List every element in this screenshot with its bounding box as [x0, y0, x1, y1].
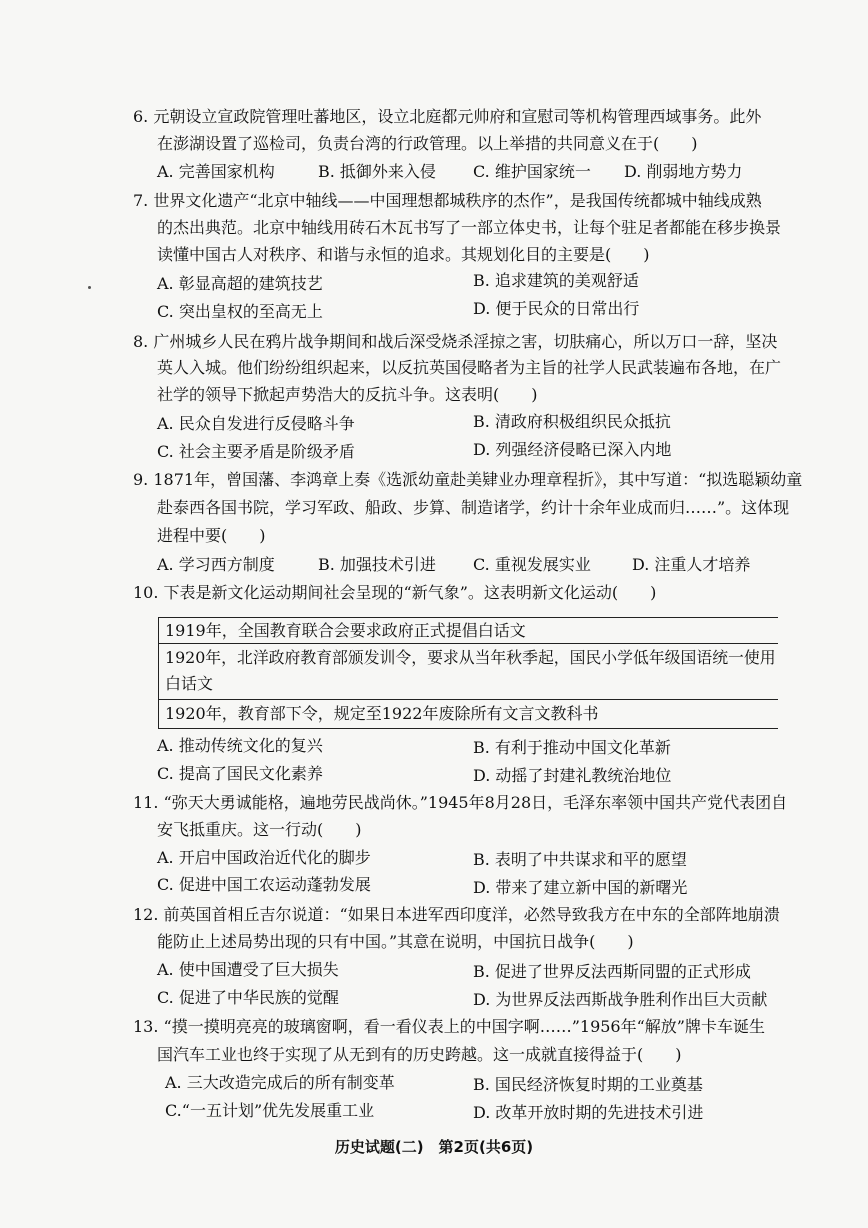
q13-option-c: C.“一五计划”优先发展重工业	[165, 1101, 375, 1120]
q12-line-2: 能防止上述局势出现的只有中国。”其意在说明，中国抗日战争( )	[157, 932, 634, 951]
table-row-text: 1919年，全国教育联合会要求政府正式提倡白话文	[165, 621, 526, 640]
q7-line-1: 7. 世界文化遗产“北京中轴线——中国理想都城秩序的杰作”，是我国传统都城中轴线成熟	[133, 191, 762, 210]
new-culture-table	[158, 617, 778, 729]
q8-line-2: 英人入城。他们纷纷组织起来，以反抗英国侵略者为主旨的社学人民武装遍布各地，在广	[157, 358, 782, 377]
q11-option-a: A. 开启中国政治近代化的脚步	[157, 848, 371, 867]
q13-line-2: 国汽车工业也终于实现了从无到有的历史跨越。这一成就直接得益于( )	[157, 1045, 682, 1064]
q12-option-a: A. 使中国遭受了巨大损失	[157, 960, 339, 979]
q9-option-c: C. 重视发展实业	[473, 555, 591, 574]
q7-option-b: B. 追求建筑的美观舒适	[473, 271, 639, 290]
q12-line-1: 12. 前英国首相丘吉尔说道：“如果日本进军西印度洋，必然导致我方在中东的全部阵地崩溃	[133, 905, 780, 924]
q11-option-c: C. 促进中国工农运动蓬勃发展	[157, 875, 371, 894]
q11-line-2: 安飞抵重庆。这一行动( )	[157, 820, 362, 839]
q9-line-2: 赴泰西各国书院，学习军政、船政、步算、制造诸学，约计十余年业成而归……”。这体现	[157, 498, 790, 517]
q11-line-1: 11. “弥天大勇诚能格，遍地劳民战尚休。”1945年8月28日，毛泽东率领中国共产党代表团自	[133, 793, 788, 812]
q12-option-c: C. 促进了中华民族的觉醒	[157, 988, 339, 1007]
q6-option-b: B. 抵御外来入侵	[318, 162, 436, 181]
q13-line-1: 13. “摸一摸明亮亮的玻璃窗啊，看一看仪表上的中国字啊……”1956年“解放”牌卡车诞生	[133, 1017, 765, 1036]
table-row	[159, 618, 778, 644]
q11-option-b: B. 表明了中共谋求和平的愿望	[473, 850, 687, 869]
table-row-text: 1920年，北洋政府教育部颁发训令，要求从当年秋季起，国民小学低年级国语统一使用	[165, 648, 776, 667]
q10-option-c: C. 提高了国民文化素养	[157, 764, 323, 783]
q9-line-1: 9. 1871年，曾国藩、李鸿章上奏《选派幼童赴美肄业办理章程折》，其中写道：“拟选聪颖幼童	[133, 470, 803, 489]
q6-line-2: 在澎湖设置了巡检司，负责台湾的行政管理。以上举措的共同意义在于( )	[157, 134, 698, 153]
q10-option-a: A. 推动传统文化的复兴	[157, 736, 323, 755]
q6-line-1: 6. 元朝设立宣政院管理吐蕃地区，设立北庭都元帅府和宣慰司等机构管理西域事务。此外	[133, 107, 762, 126]
q8-line-3: 社学的领导下掀起声势浩大的反抗斗争。这表明( )	[157, 385, 538, 404]
q8-option-d: D. 列强经济侵略已深入内地	[473, 440, 672, 459]
q8-option-c: C. 社会主要矛盾是阶级矛盾	[157, 442, 355, 461]
q7-option-c: C. 突出皇权的至高无上	[157, 302, 323, 321]
q13-option-a: A. 三大改造完成后的所有制变革	[165, 1073, 395, 1092]
table-row-text: 白话文	[165, 674, 214, 693]
table-row	[159, 644, 778, 700]
q9-line-3: 进程中要( )	[157, 526, 266, 545]
q6-option-d: D. 削弱地方势力	[624, 162, 743, 181]
q12-option-d: D. 为世界反法西斯战争胜利作出巨大贡献	[473, 990, 768, 1009]
q9-option-a: A. 学习西方制度	[157, 555, 275, 574]
q8-option-b: B. 清政府积极组织民众抵抗	[473, 412, 671, 431]
table-row-text: 1920年，教育部下令，规定至1922年废除所有文言文教科书	[165, 704, 599, 723]
q6-option-a: A. 完善国家机构	[157, 162, 275, 181]
q9-option-b: B. 加强技术引进	[318, 555, 436, 574]
page-footer: 历史试题(二) 第2页(共6页)	[334, 1138, 534, 1156]
q7-option-d: D. 便于民众的日常出行	[473, 299, 640, 318]
q11-option-d: D. 带来了建立新中国的新曙光	[473, 878, 688, 897]
q10-option-b: B. 有利于推动中国文化革新	[473, 738, 671, 757]
q7-line-3: 读懂中国古人对秩序、和谐与永恒的追求。其规划化目的主要是( )	[157, 245, 650, 264]
q13-option-b: B. 国民经济恢复时期的工业奠基	[473, 1075, 703, 1094]
q10-option-d: D. 动摇了封建礼教统治地位	[473, 766, 672, 785]
q10-line-1: 10. 下表是新文化运动期间社会呈现的“新气象”。这表明新文化运动( )	[133, 583, 657, 602]
q13-option-d: D. 改革开放时期的先进技术引进	[473, 1103, 704, 1122]
q8-line-1: 8. 广州城乡人民在鸦片战争期间和战后深受烧杀淫掠之害，切肤痛心，所以万口一辞，坚决	[133, 332, 778, 351]
q6-option-c: C. 维护国家统一	[473, 162, 591, 181]
q9-option-d: D. 注重人才培养	[632, 555, 751, 574]
table-row	[159, 700, 778, 728]
scan-speck	[88, 286, 91, 289]
q12-option-b: B. 促进了世界反法西斯同盟的正式形成	[473, 962, 751, 981]
q7-option-a: A. 彰显高超的建筑技艺	[157, 274, 323, 293]
q7-line-2: 的杰出典范。北京中轴线用砖石木瓦书写了一部立体史书，让每个驻足者都能在移步换景	[157, 218, 782, 237]
q8-option-a: A. 民众自发进行反侵略斗争	[157, 414, 355, 433]
